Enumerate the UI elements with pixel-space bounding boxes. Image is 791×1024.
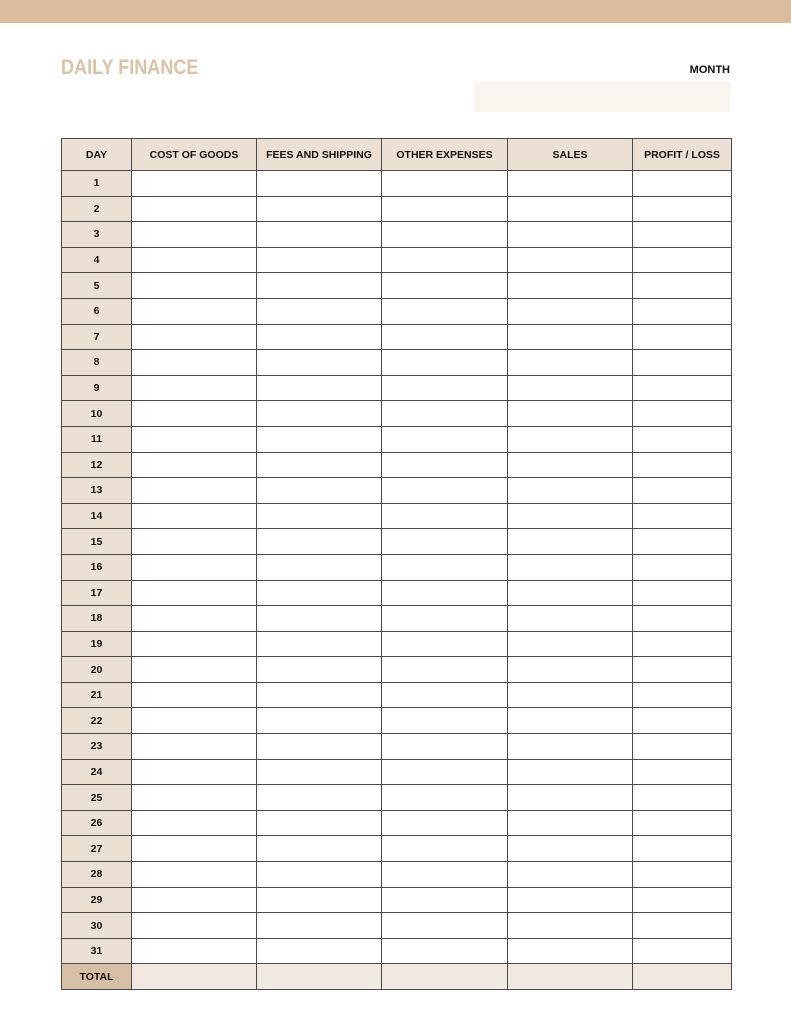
fees-and-shipping-cell[interactable] <box>257 171 382 197</box>
table-row <box>62 759 732 785</box>
table-row <box>62 401 732 427</box>
table-row <box>62 682 732 708</box>
profit-loss-cell[interactable] <box>633 247 732 273</box>
cost-of-goods-cell[interactable] <box>132 554 257 580</box>
day-number: 9 <box>62 375 132 401</box>
cost-of-goods-cell[interactable] <box>132 759 257 785</box>
total-fees-and-shipping-cell[interactable] <box>257 964 382 990</box>
cost-of-goods-cell[interactable] <box>132 478 257 504</box>
table-row <box>62 785 732 811</box>
sales-cell[interactable] <box>508 913 633 939</box>
profit-loss-cell[interactable] <box>633 298 732 324</box>
table-row <box>62 810 732 836</box>
sales-cell[interactable] <box>508 606 633 632</box>
table-row <box>62 580 732 606</box>
day-number: 26 <box>62 810 132 836</box>
fees-and-shipping-cell[interactable] <box>257 785 382 811</box>
fees-and-shipping-cell[interactable] <box>257 478 382 504</box>
table-row <box>62 887 732 913</box>
other-expenses-cell[interactable] <box>382 708 508 734</box>
cost-of-goods-cell[interactable] <box>132 375 257 401</box>
profit-loss-cell[interactable] <box>633 503 732 529</box>
day-number: 20 <box>62 657 132 683</box>
profit-loss-cell[interactable] <box>633 759 732 785</box>
other-expenses-cell[interactable] <box>382 503 508 529</box>
day-number: 18 <box>62 606 132 632</box>
other-expenses-cell[interactable] <box>382 298 508 324</box>
other-expenses-cell[interactable] <box>382 247 508 273</box>
fees-and-shipping-cell[interactable] <box>257 682 382 708</box>
table-row <box>62 171 732 197</box>
day-number: 27 <box>62 836 132 862</box>
daily-finance-table <box>61 138 732 990</box>
cost-of-goods-cell[interactable] <box>132 298 257 324</box>
cost-of-goods-cell[interactable] <box>132 401 257 427</box>
profit-loss-cell[interactable] <box>633 862 732 888</box>
table-row <box>62 913 732 939</box>
other-expenses-cell[interactable] <box>382 631 508 657</box>
other-expenses-cell[interactable] <box>382 606 508 632</box>
sales-cell[interactable] <box>508 810 633 836</box>
month-field[interactable] <box>474 82 730 112</box>
other-expenses-cell[interactable] <box>382 273 508 299</box>
total-profit-loss-cell[interactable] <box>633 964 732 990</box>
sales-cell[interactable] <box>508 631 633 657</box>
other-expenses-cell[interactable] <box>382 375 508 401</box>
table-row <box>62 247 732 273</box>
other-expenses-cell[interactable] <box>382 862 508 888</box>
table-row <box>62 375 732 401</box>
sales-cell[interactable] <box>508 554 633 580</box>
cost-of-goods-cell[interactable] <box>132 631 257 657</box>
day-number: 11 <box>62 426 132 452</box>
day-number: 1 <box>62 171 132 197</box>
other-expenses-cell[interactable] <box>382 324 508 350</box>
cost-of-goods-cell[interactable] <box>132 810 257 836</box>
profit-loss-cell[interactable] <box>633 324 732 350</box>
profit-loss-cell[interactable] <box>633 708 732 734</box>
day-number: 31 <box>62 938 132 964</box>
profit-loss-cell[interactable] <box>633 810 732 836</box>
fees-and-shipping-cell[interactable] <box>257 862 382 888</box>
cost-of-goods-cell[interactable] <box>132 657 257 683</box>
day-number: 24 <box>62 759 132 785</box>
top-accent-bar <box>0 0 791 23</box>
fees-and-shipping-cell[interactable] <box>257 324 382 350</box>
profit-loss-cell[interactable] <box>633 529 732 555</box>
table-row <box>62 273 732 299</box>
other-expenses-cell[interactable] <box>382 938 508 964</box>
other-expenses-cell[interactable] <box>382 836 508 862</box>
other-expenses-cell[interactable] <box>382 196 508 222</box>
column-header-profit-loss: PROFIT / LOSS <box>633 139 732 171</box>
fees-and-shipping-cell[interactable] <box>257 836 382 862</box>
table-header-row <box>62 139 732 171</box>
profit-loss-cell[interactable] <box>633 350 732 376</box>
day-number: 29 <box>62 887 132 913</box>
table-row <box>62 222 732 248</box>
fees-and-shipping-cell[interactable] <box>257 273 382 299</box>
other-expenses-cell[interactable] <box>382 682 508 708</box>
fees-and-shipping-cell[interactable] <box>257 810 382 836</box>
day-number: 5 <box>62 273 132 299</box>
other-expenses-cell[interactable] <box>382 785 508 811</box>
fees-and-shipping-cell[interactable] <box>257 887 382 913</box>
sales-cell[interactable] <box>508 196 633 222</box>
sales-cell[interactable] <box>508 298 633 324</box>
table-row <box>62 657 732 683</box>
cost-of-goods-cell[interactable] <box>132 452 257 478</box>
other-expenses-cell[interactable] <box>382 657 508 683</box>
sales-cell[interactable] <box>508 401 633 427</box>
sales-cell[interactable] <box>508 785 633 811</box>
cost-of-goods-cell[interactable] <box>132 606 257 632</box>
other-expenses-cell[interactable] <box>382 759 508 785</box>
fees-and-shipping-cell[interactable] <box>257 580 382 606</box>
other-expenses-cell[interactable] <box>382 350 508 376</box>
total-label: TOTAL <box>62 964 132 990</box>
column-header-cost-of-goods: COST OF GOODS <box>132 139 257 171</box>
other-expenses-cell[interactable] <box>382 810 508 836</box>
fees-and-shipping-cell[interactable] <box>257 606 382 632</box>
fees-and-shipping-cell[interactable] <box>257 657 382 683</box>
page-title: DAILY FINANCE <box>61 56 199 79</box>
profit-loss-cell[interactable] <box>633 580 732 606</box>
day-number: 3 <box>62 222 132 248</box>
sales-cell[interactable] <box>508 426 633 452</box>
day-number: 28 <box>62 862 132 888</box>
cost-of-goods-cell[interactable] <box>132 529 257 555</box>
day-number: 21 <box>62 682 132 708</box>
cost-of-goods-cell[interactable] <box>132 222 257 248</box>
profit-loss-cell[interactable] <box>633 401 732 427</box>
other-expenses-cell[interactable] <box>382 452 508 478</box>
total-cost-of-goods-cell[interactable] <box>132 964 257 990</box>
other-expenses-cell[interactable] <box>382 913 508 939</box>
cost-of-goods-cell[interactable] <box>132 273 257 299</box>
sales-cell[interactable] <box>508 452 633 478</box>
profit-loss-cell[interactable] <box>633 478 732 504</box>
table-row <box>62 529 732 555</box>
cost-of-goods-cell[interactable] <box>132 247 257 273</box>
table-row <box>62 452 732 478</box>
other-expenses-cell[interactable] <box>382 529 508 555</box>
sales-cell[interactable] <box>508 657 633 683</box>
other-expenses-cell[interactable] <box>382 222 508 248</box>
profit-loss-cell[interactable] <box>633 682 732 708</box>
sales-cell[interactable] <box>508 682 633 708</box>
total-other-expenses-cell[interactable] <box>382 964 508 990</box>
profit-loss-cell[interactable] <box>633 222 732 248</box>
day-number: 22 <box>62 708 132 734</box>
day-number: 4 <box>62 247 132 273</box>
day-number: 12 <box>62 452 132 478</box>
day-number: 15 <box>62 529 132 555</box>
fees-and-shipping-cell[interactable] <box>257 426 382 452</box>
sales-cell[interactable] <box>508 247 633 273</box>
cost-of-goods-cell[interactable] <box>132 708 257 734</box>
table-row <box>62 324 732 350</box>
table-row <box>62 298 732 324</box>
fees-and-shipping-cell[interactable] <box>257 350 382 376</box>
table-row <box>62 606 732 632</box>
sales-cell[interactable] <box>508 836 633 862</box>
other-expenses-cell[interactable] <box>382 426 508 452</box>
sales-cell[interactable] <box>508 759 633 785</box>
column-header-fees-and-shipping: FEES AND SHIPPING <box>257 139 382 171</box>
fees-and-shipping-cell[interactable] <box>257 196 382 222</box>
fees-and-shipping-cell[interactable] <box>257 401 382 427</box>
profit-loss-cell[interactable] <box>633 631 732 657</box>
sales-cell[interactable] <box>508 580 633 606</box>
fees-and-shipping-cell[interactable] <box>257 503 382 529</box>
month-label: MONTH <box>689 64 730 76</box>
fees-and-shipping-cell[interactable] <box>257 529 382 555</box>
column-header-day: DAY <box>62 139 132 171</box>
profit-loss-cell[interactable] <box>633 734 732 760</box>
other-expenses-cell[interactable] <box>382 171 508 197</box>
day-number: 17 <box>62 580 132 606</box>
day-number: 10 <box>62 401 132 427</box>
sales-cell[interactable] <box>508 375 633 401</box>
profit-loss-cell[interactable] <box>633 938 732 964</box>
table-row <box>62 938 732 964</box>
profit-loss-cell[interactable] <box>633 606 732 632</box>
day-number: 23 <box>62 734 132 760</box>
sales-cell[interactable] <box>508 324 633 350</box>
total-row <box>62 964 732 990</box>
cost-of-goods-cell[interactable] <box>132 887 257 913</box>
sales-cell[interactable] <box>508 350 633 376</box>
total-sales-cell[interactable] <box>508 964 633 990</box>
cost-of-goods-cell[interactable] <box>132 836 257 862</box>
cost-of-goods-cell[interactable] <box>132 171 257 197</box>
other-expenses-cell[interactable] <box>382 554 508 580</box>
fees-and-shipping-cell[interactable] <box>257 708 382 734</box>
cost-of-goods-cell[interactable] <box>132 196 257 222</box>
cost-of-goods-cell[interactable] <box>132 938 257 964</box>
column-header-other-expenses: OTHER EXPENSES <box>382 139 508 171</box>
profit-loss-cell[interactable] <box>633 913 732 939</box>
sales-cell[interactable] <box>508 503 633 529</box>
cost-of-goods-cell[interactable] <box>132 682 257 708</box>
fees-and-shipping-cell[interactable] <box>257 734 382 760</box>
profit-loss-cell[interactable] <box>633 452 732 478</box>
profit-loss-cell[interactable] <box>633 375 732 401</box>
table-row <box>62 836 732 862</box>
cost-of-goods-cell[interactable] <box>132 503 257 529</box>
sales-cell[interactable] <box>508 734 633 760</box>
fees-and-shipping-cell[interactable] <box>257 759 382 785</box>
fees-and-shipping-cell[interactable] <box>257 631 382 657</box>
table-row <box>62 478 732 504</box>
table-row <box>62 554 732 580</box>
day-number: 25 <box>62 785 132 811</box>
day-number: 14 <box>62 503 132 529</box>
column-header-sales: SALES <box>508 139 633 171</box>
fees-and-shipping-cell[interactable] <box>257 554 382 580</box>
day-number: 16 <box>62 554 132 580</box>
sales-cell[interactable] <box>508 938 633 964</box>
profit-loss-cell[interactable] <box>633 836 732 862</box>
day-number: 8 <box>62 350 132 376</box>
table-row <box>62 426 732 452</box>
profit-loss-cell[interactable] <box>633 426 732 452</box>
day-number: 13 <box>62 478 132 504</box>
cost-of-goods-cell[interactable] <box>132 350 257 376</box>
table-row <box>62 503 732 529</box>
profit-loss-cell[interactable] <box>633 273 732 299</box>
day-number: 6 <box>62 298 132 324</box>
sales-cell[interactable] <box>508 171 633 197</box>
cost-of-goods-cell[interactable] <box>132 785 257 811</box>
cost-of-goods-cell[interactable] <box>132 580 257 606</box>
fees-and-shipping-cell[interactable] <box>257 222 382 248</box>
sales-cell[interactable] <box>508 273 633 299</box>
profit-loss-cell[interactable] <box>633 554 732 580</box>
other-expenses-cell[interactable] <box>382 478 508 504</box>
table-row <box>62 708 732 734</box>
table-row <box>62 862 732 888</box>
sales-cell[interactable] <box>508 478 633 504</box>
fees-and-shipping-cell[interactable] <box>257 452 382 478</box>
table-row <box>62 196 732 222</box>
fees-and-shipping-cell[interactable] <box>257 913 382 939</box>
cost-of-goods-cell[interactable] <box>132 324 257 350</box>
fees-and-shipping-cell[interactable] <box>257 375 382 401</box>
profit-loss-cell[interactable] <box>633 785 732 811</box>
table-row <box>62 631 732 657</box>
fees-and-shipping-cell[interactable] <box>257 247 382 273</box>
fees-and-shipping-cell[interactable] <box>257 938 382 964</box>
cost-of-goods-cell[interactable] <box>132 426 257 452</box>
sales-cell[interactable] <box>508 862 633 888</box>
cost-of-goods-cell[interactable] <box>132 734 257 760</box>
other-expenses-cell[interactable] <box>382 580 508 606</box>
profit-loss-cell[interactable] <box>633 887 732 913</box>
other-expenses-cell[interactable] <box>382 887 508 913</box>
sales-cell[interactable] <box>508 708 633 734</box>
cost-of-goods-cell[interactable] <box>132 862 257 888</box>
profit-loss-cell[interactable] <box>633 171 732 197</box>
day-number: 2 <box>62 196 132 222</box>
fees-and-shipping-cell[interactable] <box>257 298 382 324</box>
profit-loss-cell[interactable] <box>633 196 732 222</box>
sales-cell[interactable] <box>508 887 633 913</box>
other-expenses-cell[interactable] <box>382 734 508 760</box>
sales-cell[interactable] <box>508 222 633 248</box>
table-row <box>62 350 732 376</box>
sales-cell[interactable] <box>508 529 633 555</box>
day-number: 19 <box>62 631 132 657</box>
table-row <box>62 734 732 760</box>
table-body <box>62 171 732 990</box>
other-expenses-cell[interactable] <box>382 401 508 427</box>
cost-of-goods-cell[interactable] <box>132 913 257 939</box>
day-number: 7 <box>62 324 132 350</box>
profit-loss-cell[interactable] <box>633 657 732 683</box>
day-number: 30 <box>62 913 132 939</box>
